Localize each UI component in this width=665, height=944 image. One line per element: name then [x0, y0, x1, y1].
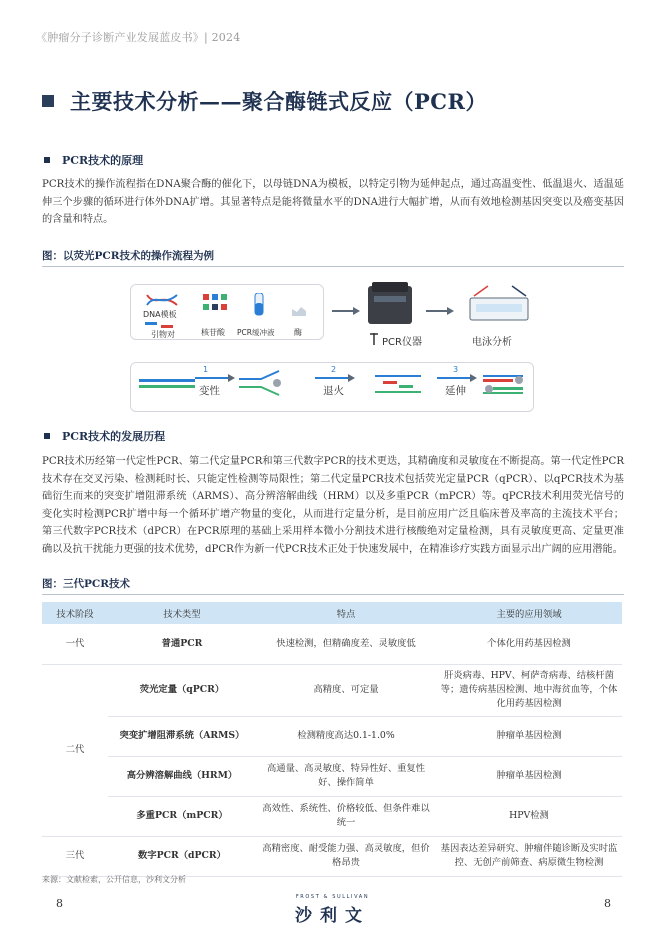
- report-header: 《肿瘤分子诊断产业发展蓝皮书》| 2024: [36, 31, 241, 44]
- electrophoresis-label: 电泳分析: [472, 337, 512, 348]
- table-row: [42, 756, 622, 796]
- step3-number: 3: [453, 365, 459, 374]
- buffer-label: PCR缓冲液: [237, 328, 275, 337]
- arrow-icon: [437, 377, 475, 379]
- tech-type-cell: 多重PCR（mPCR）: [108, 796, 256, 836]
- section-heading-history: [44, 428, 165, 444]
- reagents-box: [130, 284, 324, 340]
- buffer-tube-icon: [253, 293, 265, 321]
- tech-type-cell: 高分辨溶解曲线（HRM）: [108, 756, 256, 796]
- history-paragraph: PCR技术历经第一代定性PCR、第二代定量PCR和第三代数字PCR的技术更迭，其精确度和灵敏度在不断提高。第一代定性PCR技术存在交叉污染、检测耗时长、只能定性检测等局限性；第二代定量PCR技术包括荧光定量PCR（qPCR）、以qPCR技术为基础衍生而来的突变扩增阻滞系统（ARMS）、高分辨溶解曲线（HRM）以及多重PCR（mPCR）等。qPCR技术利用荧光信号的变化实时检测PCR扩增中每一个循环扩增产物量的变化，从而进行定量分析，是目前应用广泛且临床普及率高的主流技术平台；第三代数字PCR技术（dPCR）在PCR原理的基础上采用样本微小分割技术进行核酸绝对定量检测，具有灵敏度更高、定量更准确以及抗干扰能力更强的技术优势，dPCR作为新一代PCR技术正处于快速发展中，在精准诊疗实践方面显示出广阔的应用潜能。: [42, 456, 624, 555]
- table-header-cell: 主要的应用领域: [436, 602, 622, 624]
- page-title: 主要技术分析——聚合酶链式反应（PCR）: [70, 89, 487, 114]
- arrow-icon: [315, 377, 353, 379]
- feature-cell: 检测精度高达0.1-1.0%: [256, 716, 436, 756]
- table-row: [42, 836, 622, 876]
- section-heading-history-text: PCR技术的发展历程: [62, 430, 166, 443]
- nucleotide-icon: [203, 294, 229, 314]
- table-row: [42, 716, 622, 756]
- bullet-square-icon: [44, 157, 50, 163]
- figure2-caption: 图：三代PCR技术: [42, 576, 624, 595]
- feature-cell: 快速检测，但精确度差、灵敏度低: [256, 624, 436, 664]
- tech-type-cell: 数字PCR（dPCR）: [108, 836, 256, 876]
- application-cell: 肝炎病毒、HPV、柯萨奇病毒、结核杆菌等；遗传病基因检测、地中海贫血等，个体化用药基因检测: [436, 664, 622, 716]
- section-heading-principle-text: PCR技术的原理: [62, 154, 144, 167]
- anneal-icon: [373, 371, 423, 397]
- application-cell: 肿瘤单基因检测: [436, 716, 622, 756]
- enzyme-label: 酶: [294, 328, 302, 337]
- section-heading-principle: [44, 152, 143, 168]
- table-row: [42, 664, 622, 716]
- tech-type-cell: 突变扩增阻滞系统（ARMS）: [108, 716, 256, 756]
- page-number-right: 8: [604, 897, 611, 910]
- arrow-icon: [426, 310, 452, 312]
- application-cell: 肿瘤单基因检测: [436, 756, 622, 796]
- step1-number: 1: [203, 365, 209, 374]
- bullet-square-icon: [44, 433, 50, 439]
- frost-sullivan-logo: [270, 894, 395, 926]
- title-square-icon: [42, 95, 54, 107]
- pcr-process-figure: [130, 280, 534, 416]
- table-header-cell: 技术阶段: [42, 602, 108, 624]
- table-row: [42, 796, 622, 836]
- dna-helix-icon: [145, 293, 179, 307]
- denature-split-icon: [237, 369, 281, 397]
- step1-label: 变性: [199, 385, 220, 397]
- feature-cell: 高通量、高灵敏度、特异性好、重复性好、操作简单: [256, 756, 436, 796]
- application-cell: HPV检测: [436, 796, 622, 836]
- table-header-cell: 特点: [256, 602, 436, 624]
- electrophoresis-icon: [468, 284, 530, 326]
- principle-paragraph: PCR技术的操作流程指在DNA聚合酶的催化下，以母链DNA为模板，以特定引物为延伸起点，通过高温变性、低温退火、适温延伸三个步骤的循环进行体外DNA扩增。其显著特点是能将微量水平的DNA进行大幅扩增，从而有效地检测基因突变以及癌变基因的含量和特点。: [42, 179, 624, 225]
- feature-cell: 高效性、系统性、价格较低、但条件难以统一: [256, 796, 436, 836]
- extend-icon: [481, 369, 529, 399]
- denature-strand-icon: [139, 377, 195, 391]
- pcr-generations-table: [42, 602, 622, 877]
- pcr-cycle-band: [130, 362, 534, 412]
- primer-icon: [145, 322, 175, 328]
- application-cell: 个体化用药基因检测: [436, 624, 622, 664]
- table-row: [42, 624, 622, 664]
- tech-type-cell: 荧光定量（qPCR）: [108, 664, 256, 716]
- feature-cell: 高精度、可定量: [256, 664, 436, 716]
- logo-wordmark: 沙利文: [295, 906, 370, 926]
- page-number-left: 8: [56, 897, 63, 910]
- step2-label: 退火: [323, 385, 344, 397]
- step3-label: 延伸: [445, 385, 466, 397]
- dna-template-label: DNA模板: [143, 310, 177, 319]
- generation-cell: 一代: [42, 624, 108, 664]
- arrow-icon: [332, 310, 358, 312]
- enzyme-icon: [291, 305, 307, 317]
- pcr-instrument-icon: [366, 280, 414, 326]
- nucleotide-label: 核苷酸: [201, 328, 225, 337]
- generation-cell: 三代: [42, 836, 108, 876]
- tech-type-cell: 普通PCR: [108, 624, 256, 664]
- generation-cell: 二代: [42, 664, 108, 836]
- table-header-cell: 技术类型: [108, 602, 256, 624]
- instrument-label: PCR仪器: [382, 337, 422, 348]
- arrow-icon: [195, 377, 233, 379]
- step2-number: 2: [331, 365, 337, 374]
- logo-subtitle: FROST & SULLIVAN: [295, 894, 370, 900]
- page-title-row: [42, 86, 487, 116]
- feature-cell: 高精密度、耐受能力强、高灵敏度，但价格昂贵: [256, 836, 436, 876]
- primer-pair-label: 引物对: [151, 330, 175, 339]
- table-header-row: [42, 602, 622, 624]
- figure1-caption: 图：以荧光PCR技术的操作流程为例: [42, 248, 624, 267]
- source-note: 来源：文献检索，公开信息，沙利文分析: [42, 875, 186, 884]
- pointer-icon: [369, 333, 379, 345]
- application-cell: 基因表达差异研究、肿瘤伴随诊断及实时监控、无创产前筛查、病原微生物检测: [436, 836, 622, 876]
